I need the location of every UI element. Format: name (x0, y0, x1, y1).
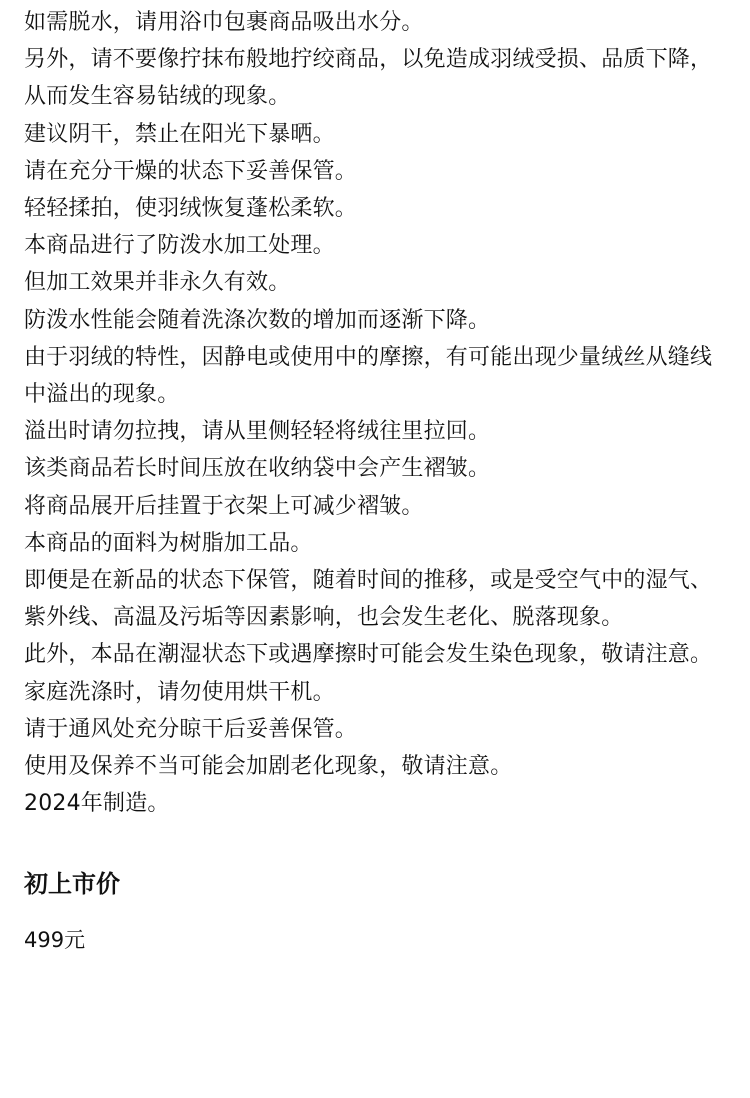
care-note-17: 请于通风处充分晾干后妥善保管。 (24, 716, 358, 742)
care-note-7: 但加工效果并非永久有效。 (24, 270, 291, 296)
care-note-3: 建议阴干，禁止在阳光下暴晒。 (24, 121, 335, 147)
care-note-8: 防泼水性能会随着洗涤次数的增加而逐渐下降。 (24, 307, 491, 333)
care-note-15: 此外，本品在潮湿状态下或遇摩擦时可能会发生染色现象，敬请注意。 (24, 642, 713, 668)
care-note-18: 使用及保养不当可能会加剧老化现象，敬请注意。 (24, 754, 513, 780)
care-note-12: 将商品展开后挂置于衣架上可减少褶皱。 (24, 493, 424, 519)
care-note-19: 2024年制造。 (24, 791, 170, 817)
care-note-4: 请在充分干燥的状态下妥善保管。 (24, 158, 358, 184)
care-note-11: 该类商品若长时间压放在收纳袋中会产生褶皱。 (24, 456, 491, 482)
care-note-1: 如需脱水，请用浴巾包裹商品吸出水分。 (24, 10, 424, 35)
care-note-13: 本商品的面料为树脂加工品。 (24, 530, 313, 556)
care-note-16: 家庭洗涤时，请勿使用烘干机。 (24, 679, 335, 705)
care-note-5: 轻轻揉拍，使羽绒恢复蓬松柔软。 (24, 196, 358, 222)
care-note-2: 另外，请不要像拧抹布般地拧绞商品，以免造成羽绒受损、品质下降，从而发生容易钻绒的现象。 (24, 47, 713, 110)
care-instructions-list (24, 4, 726, 822)
care-note-10: 溢出时请勿拉拽，请从里侧轻轻将绒往里拉回。 (24, 419, 491, 445)
launch-price-title: 初上市价 (24, 870, 120, 899)
care-note-9: 由于羽绒的特性，因静电或使用中的摩擦，有可能出现少量绒丝从缝线中溢出的现象。 (24, 344, 713, 408)
launch-price-value: 499元 (24, 928, 86, 953)
care-note-14: 即便是在新品的状态下保管，随着时间的推移，或是受空气中的湿气、紫外线、高温及污垢等因素影响，也会发生老化、脱落现象。 (24, 568, 713, 631)
care-note-6: 本商品进行了防泼水加工处理。 (24, 233, 335, 259)
